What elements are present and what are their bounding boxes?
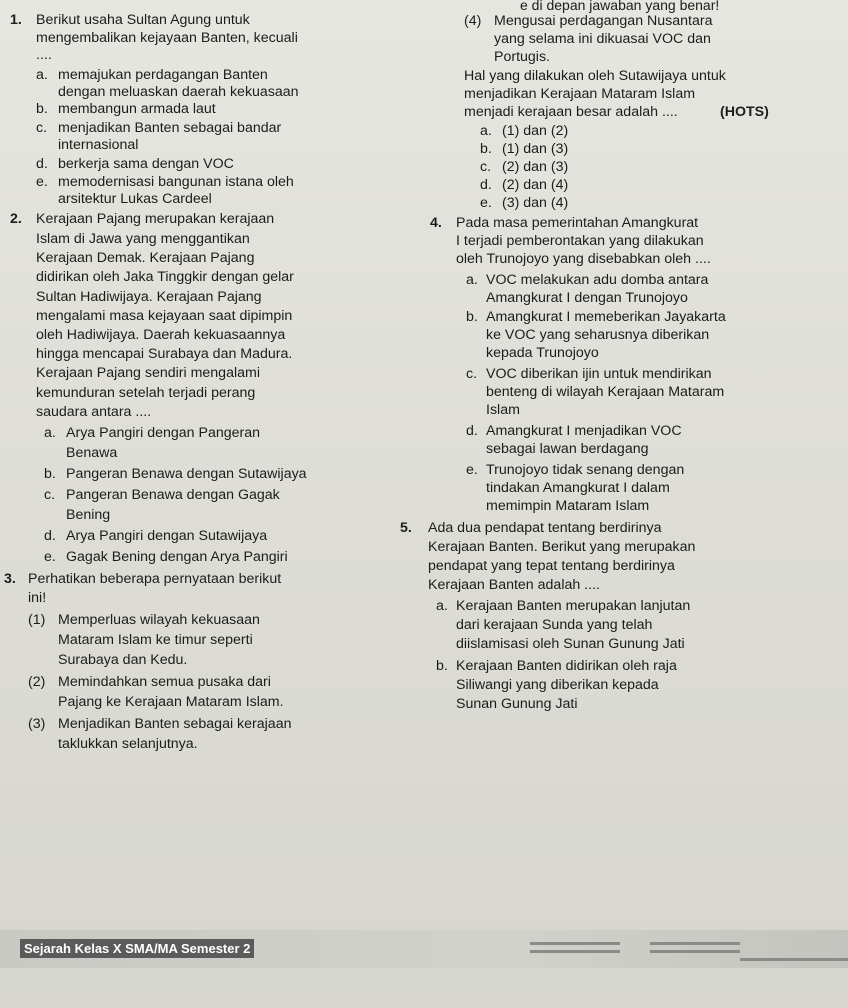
q4-option-d-line-1: Amangkurat I menjadikan VOC: [486, 423, 682, 439]
q3-statement-1-line-2: Mataram Islam ke timur seperti: [58, 632, 253, 648]
q2-option-b-line-1: Pangeran Benawa dengan Sutawijaya: [66, 466, 307, 482]
question-4-stem-2: I terjadi pemberontakan yang dilakukan: [456, 233, 704, 249]
q2-option-a-letter: a.: [44, 425, 56, 441]
q2-option-d-letter: d.: [44, 528, 56, 544]
question-4-number: 4.: [430, 215, 442, 231]
question-2-stem-2: Islam di Jawa yang menggantikan: [36, 231, 250, 247]
q1-option-a-letter: a.: [36, 67, 48, 83]
q4-option-e-line-2: tindakan Amangkurat I dalam: [486, 480, 670, 496]
q3-after-2: menjadikan Kerajaan Mataram Islam: [464, 86, 696, 102]
question-2-stem-4: didirikan oleh Jaka Tinggkir dengan gelar: [36, 269, 294, 285]
q1-option-c-line-1: menjadikan Banten sebagai bandar: [58, 120, 282, 136]
question-2-stem-9: Kerajaan Pajang sendiri mengalami: [36, 365, 260, 381]
question-4-stem-1: Pada masa pemerintahan Amangkurat: [456, 215, 699, 231]
page-footer: [0, 930, 848, 970]
question-2-stem-7: oleh Hadiwijaya. Daerah kekuasaannya: [36, 327, 286, 343]
q4-option-b-line-1: Amangkurat I memeberikan Jayakarta: [486, 309, 726, 325]
q4-option-c-line-3: Islam: [486, 402, 520, 418]
q2-option-a-line-2: Benawa: [66, 445, 118, 461]
question-2-number: 2.: [10, 211, 22, 227]
q3-option-e-letter: e.: [480, 195, 492, 211]
q4-option-a-letter: a.: [466, 272, 478, 288]
q4-option-d-letter: d.: [466, 423, 478, 439]
q3-option-d-letter: d.: [480, 177, 492, 193]
question-2-stem-3: Kerajaan Demak. Kerajaan Pajang: [36, 250, 255, 266]
q3-option-e-text: (3) dan (4): [502, 195, 569, 211]
q5-option-a-line-1: Kerajaan Banten merupakan lanjutan: [456, 598, 691, 614]
q1-option-b-line-1: membangun armada laut: [58, 101, 216, 117]
q3-statement-4-line-2: yang selama ini dikuasai VOC dan: [494, 31, 711, 47]
q4-option-b-line-3: kepada Trunojoyo: [486, 345, 599, 361]
q3-hots-tag: (HOTS): [720, 104, 769, 120]
q1-option-d-letter: d.: [36, 156, 48, 172]
q3-statement-4-num: (4): [464, 13, 482, 29]
q4-option-b-line-2: ke VOC yang seharusnya diberikan: [486, 327, 710, 343]
footer-stripe-3: [650, 942, 740, 945]
question-3-stem-1: Perhatikan beberapa pernyataan berikut: [28, 571, 282, 587]
q5-option-b-line-1: Kerajaan Banten didirikan oleh raja: [456, 658, 677, 674]
q1-option-d-line-1: berkerja sama dengan VOC: [58, 156, 234, 172]
question-5-number: 5.: [400, 520, 412, 536]
q2-option-b-letter: b.: [44, 466, 56, 482]
q3-option-c-text: (2) dan (3): [502, 159, 569, 175]
q3-option-a-letter: a.: [480, 123, 492, 139]
q1-option-c-letter: c.: [36, 120, 48, 136]
question-1-ellipsis: ....: [36, 47, 52, 63]
q3-after-3: menjadi kerajaan besar adalah ....: [464, 104, 678, 120]
question-3-stem-2: ini!: [28, 590, 47, 606]
q3-option-b-text: (1) dan (3): [502, 141, 569, 157]
q3-statement-2-line-2: Pajang ke Kerajaan Mataram Islam.: [58, 694, 284, 710]
question-3-number: 3.: [4, 571, 16, 587]
q4-option-a-line-1: VOC melakukan adu domba antara: [486, 272, 709, 288]
footer-stripe-5: [740, 958, 848, 961]
q3-statement-2-num: (2): [28, 674, 46, 690]
question-1-number: 1.: [10, 12, 22, 28]
q4-option-b-letter: b.: [466, 309, 478, 325]
q5-option-a-line-2: dari kerajaan Sunda yang telah: [456, 617, 653, 633]
q3-statement-2-line-1: Memindahkan semua pusaka dari: [58, 674, 271, 690]
q1-option-c-line-2: internasional: [58, 137, 139, 153]
q5-option-b-line-2: Siliwangi yang diberikan kepada: [456, 677, 659, 693]
q2-option-c-line-2: Bening: [66, 507, 111, 523]
q3-option-c-letter: c.: [480, 159, 492, 175]
q3-statement-1-line-1: Memperluas wilayah kekuasaan: [58, 612, 260, 628]
q2-option-e-line-1: Gagak Bening dengan Arya Pangiri: [66, 549, 288, 565]
question-2-stem-8: hingga mencapai Surabaya dan Madura.: [36, 346, 293, 362]
q5-option-b-line-3: Sunan Gunung Jati: [456, 696, 578, 712]
question-4-stem-3: oleh Trunojoyo yang disebabkan oleh ....: [456, 251, 711, 267]
q4-option-c-letter: c.: [466, 366, 478, 382]
q3-statement-3-line-2: taklukkan selanjutnya.: [58, 736, 198, 752]
q3-statement-3-num: (3): [28, 716, 46, 732]
question-1-stem-2: mengembalikan kejayaan Banten, kecuali: [36, 30, 298, 46]
footer-stripe-2: [530, 950, 620, 953]
q1-option-a-line-2: dengan meluaskan daerah kekuasaan: [58, 84, 299, 100]
instruction-fragment: e di depan jawaban yang benar!: [520, 0, 720, 13]
question-2-stem-10: kemunduran setelah terjadi perang: [36, 385, 256, 401]
footer-stripe-4: [650, 950, 740, 953]
q4-option-e-line-3: memimpin Mataram Islam: [486, 498, 650, 514]
q2-option-c-letter: c.: [44, 487, 56, 503]
q1-option-a-line-1: memajukan perdagangan Banten: [58, 67, 268, 83]
footer-book-label: Sejarah Kelas X SMA/MA Semester 2: [20, 939, 254, 958]
q4-option-a-line-2: Amangkurat I dengan Trunojoyo: [486, 290, 688, 306]
q4-option-e-letter: e.: [466, 462, 478, 478]
q2-option-c-line-1: Pangeran Benawa dengan Gagak: [66, 487, 280, 503]
q2-option-a-line-1: Arya Pangiri dengan Pangeran: [66, 425, 261, 441]
question-1-stem-1: Berikut usaha Sultan Agung untuk: [36, 12, 250, 28]
q1-option-e-line-1: memodernisasi bangunan istana oleh: [58, 174, 294, 190]
question-5-stem-4: Kerajaan Banten adalah ....: [428, 577, 600, 593]
question-5-stem-1: Ada dua pendapat tentang berdirinya: [428, 520, 662, 536]
question-5-stem-2: Kerajaan Banten. Berikut yang merupakan: [428, 539, 696, 555]
q3-option-d-text: (2) dan (4): [502, 177, 569, 193]
q4-option-c-line-1: VOC diberikan ijin untuk mendirikan: [486, 366, 712, 382]
q3-option-b-letter: b.: [480, 141, 492, 157]
q1-option-e-letter: e.: [36, 174, 48, 190]
question-2-stem-1: Kerajaan Pajang merupakan kerajaan: [36, 211, 275, 227]
q5-option-a-line-3: diislamisasi oleh Sunan Gunung Jati: [456, 636, 685, 652]
question-2-stem-6: mengalami masa kejayaan saat dipimpin: [36, 308, 293, 324]
q2-option-d-line-1: Arya Pangiri dengan Sutawijaya: [66, 528, 268, 544]
question-2-stem-11: saudara antara ....: [36, 404, 152, 420]
q1-option-b-letter: b.: [36, 101, 48, 117]
q4-option-d-line-2: sebagai lawan berdagang: [486, 441, 649, 457]
q1-option-e-line-2: arsitektur Lukas Cardeel: [58, 191, 212, 207]
question-2-stem-5: Sultan Hadiwijaya. Kerajaan Pajang: [36, 289, 262, 305]
q3-statement-1-num: (1): [28, 612, 46, 628]
q3-after-1: Hal yang dilakukan oleh Sutawijaya untuk: [464, 68, 726, 84]
q5-option-a-letter: a.: [436, 598, 448, 614]
q2-option-e-letter: e.: [44, 549, 56, 565]
q3-option-a-text: (1) dan (2): [502, 123, 569, 139]
question-5-stem-3: pendapat yang tepat tentang berdirinya: [428, 558, 675, 574]
q3-statement-4-line-1: Mengusai perdagangan Nusantara: [494, 13, 713, 29]
q3-statement-1-line-3: Surabaya dan Kedu.: [58, 652, 188, 668]
q4-option-e-line-1: Trunojoyo tidak senang dengan: [486, 462, 685, 478]
q3-statement-4-line-3: Portugis.: [494, 49, 550, 65]
q3-statement-3-line-1: Menjadikan Banten sebagai kerajaan: [58, 716, 292, 732]
q4-option-c-line-2: benteng di wilayah Kerajaan Mataram: [486, 384, 725, 400]
footer-stripe-1: [530, 942, 620, 945]
q5-option-b-letter: b.: [436, 658, 448, 674]
